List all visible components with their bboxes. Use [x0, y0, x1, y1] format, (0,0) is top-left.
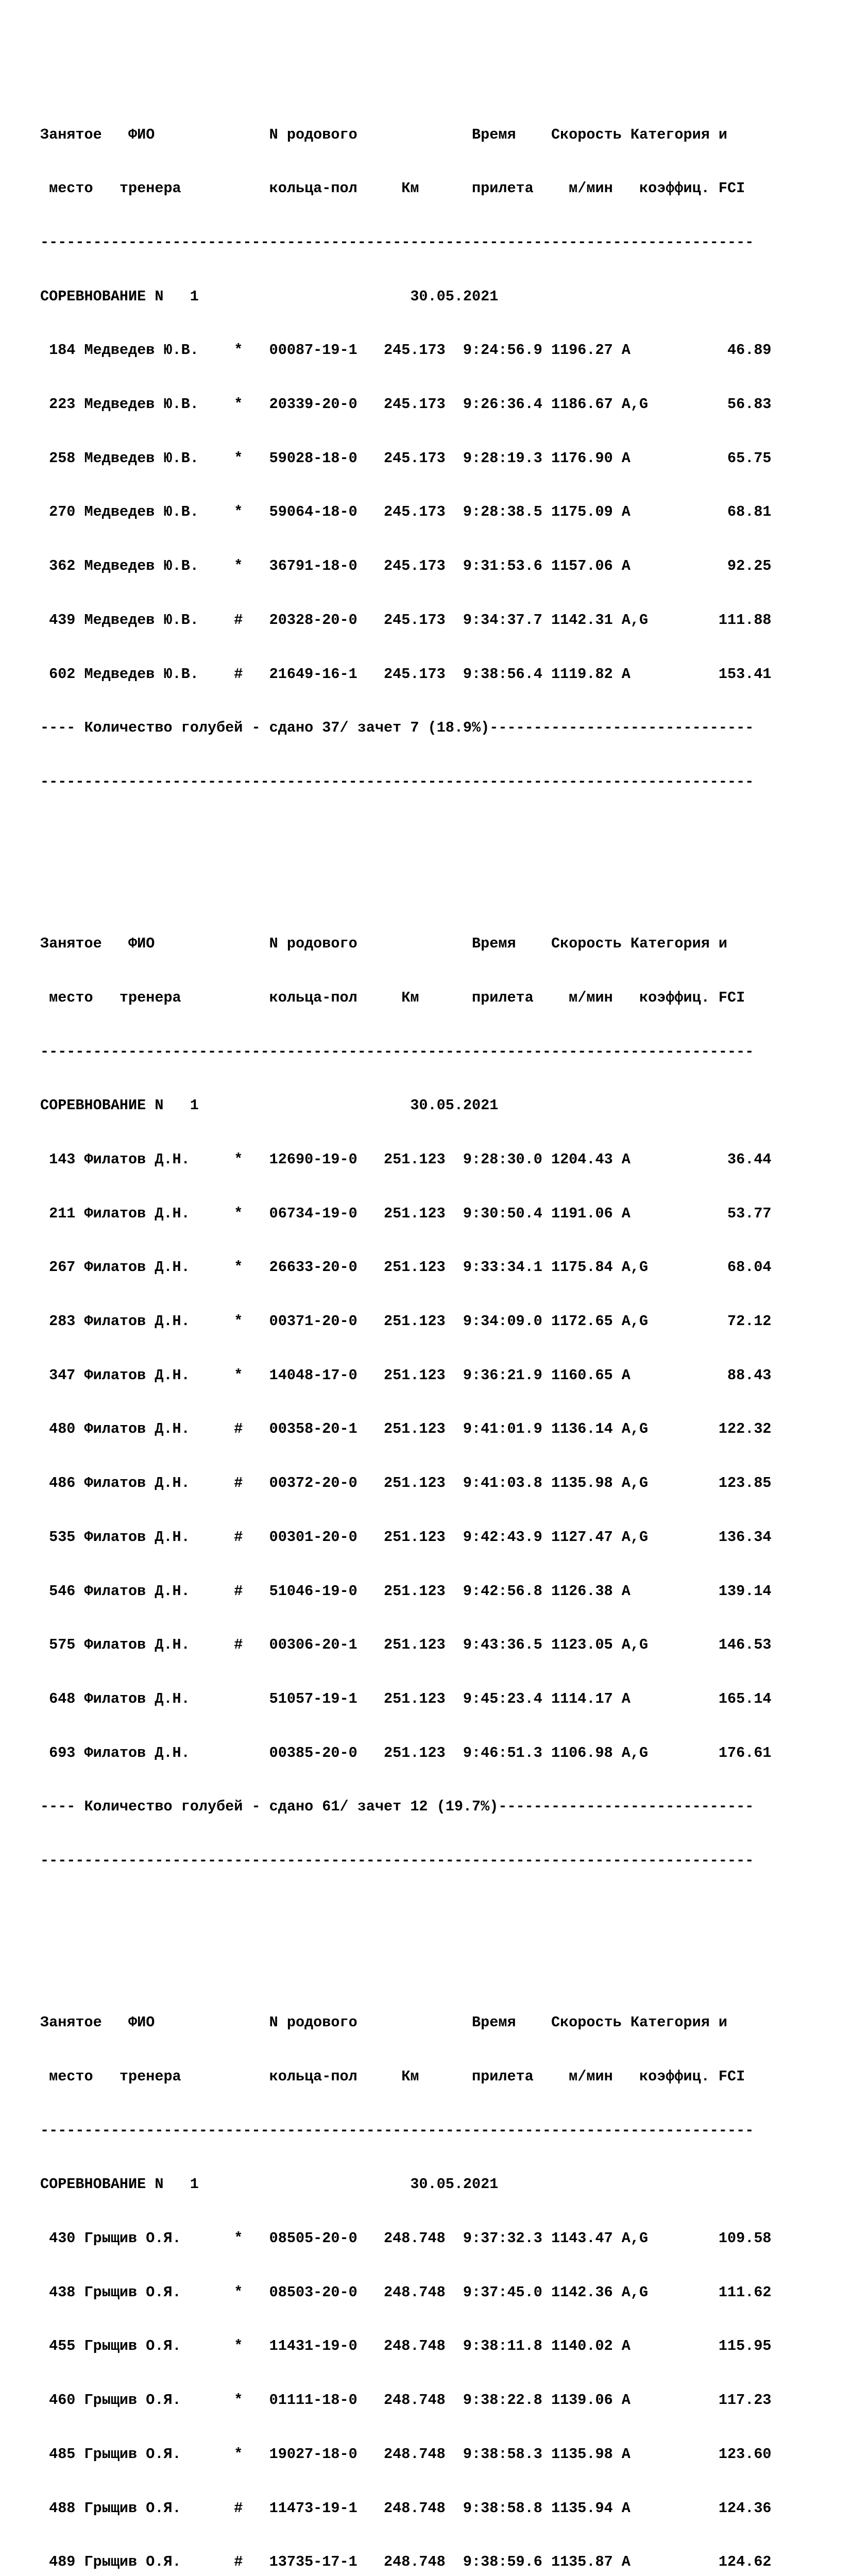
results-block: [40, 1978, 772, 2576]
result-row: 575 Филатов Д.Н. # 00306-20-1 251.123 9:43:36.5 1123.05 A,G 146.53: [40, 1636, 772, 1654]
separator-line: ---------------------------------------------------------------------------------: [40, 233, 754, 251]
result-row: 184 Медведев Ю.В. * 00087-19-1 245.173 9:24:56.9 1196.27 A 46.89: [40, 342, 772, 359]
result-row: 486 Филатов Д.Н. # 00372-20-0 251.123 9:41:03.8 1135.98 A,G 123.85: [40, 1475, 772, 1492]
result-row: 270 Медведев Ю.В. * 59064-18-0 245.173 9:28:38.5 1175.09 A 68.81: [40, 503, 772, 521]
column-header-line-2: место тренера кольца-пол Км прилета м/мин коэффиц. FCI: [40, 180, 745, 197]
result-row: 267 Филатов Д.Н. * 26633-20-0 251.123 9:33:34.1 1175.84 A,G 68.04: [40, 1259, 772, 1276]
separator-line: ---------------------------------------------------------------------------------: [40, 773, 754, 790]
column-header-line-1: Занятое ФИО N родового Время Скорость Категория и: [40, 2014, 728, 2031]
column-header-line-1: Занятое ФИО N родового Время Скорость Категория и: [40, 935, 728, 953]
result-row: 455 Грыщив О.Я. * 11431-19-0 248.748 9:38:11.8 1140.02 A 115.95: [40, 2337, 772, 2355]
column-header-line-2: место тренера кольца-пол Км прилета м/мин коэффиц. FCI: [40, 2067, 745, 2085]
section-title: СОРЕВНОВАНИЕ N 1 30.05.2021: [40, 1097, 499, 1114]
result-row: 211 Филатов Д.Н. * 06734-19-0 251.123 9:30:50.4 1191.06 A 53.77: [40, 1205, 772, 1222]
result-row: 143 Филатов Д.Н. * 12690-19-0 251.123 9:28:30.0 1204.43 A 36.44: [40, 1150, 772, 1168]
result-row: 480 Филатов Д.Н. # 00358-20-1 251.123 9:41:01.9 1136.14 A,G 122.32: [40, 1420, 772, 1438]
result-row: 362 Медведев Ю.В. * 36791-18-0 245.173 9:31:53.6 1157.06 A 92.25: [40, 557, 772, 575]
separator-line: ---------------------------------------------------------------------------------: [40, 2122, 754, 2139]
result-row: 283 Филатов Д.Н. * 00371-20-0 251.123 9:34:09.0 1172.65 A,G 72.12: [40, 1313, 772, 1330]
report-document: [40, 36, 772, 2576]
summary-line: ---- Количество голубей - сдано 61/ зачет 12 (19.7%)-----------------------------: [40, 1798, 754, 1816]
column-header-line-2: место тренера кольца-пол Км прилета м/мин коэффиц. FCI: [40, 989, 745, 1006]
result-row: 648 Филатов Д.Н. 51057-19-1 251.123 9:45:23.4 1114.17 A 165.14: [40, 1690, 772, 1707]
result-row: 489 Грыщив О.Я. # 13735-17-1 248.748 9:38:59.6 1135.87 A 124.62: [40, 2553, 772, 2571]
result-row: 602 Медведев Ю.В. # 21649-16-1 245.173 9:38:56.4 1119.82 A 153.41: [40, 665, 772, 683]
result-row: 485 Грыщив О.Я. * 19027-18-0 248.748 9:38:58.3 1135.98 A 123.60: [40, 2445, 772, 2463]
result-row: 546 Филатов Д.Н. # 51046-19-0 251.123 9:42:56.8 1126.38 A 139.14: [40, 1582, 772, 1600]
result-row: 460 Грыщив О.Я. * 01111-18-0 248.748 9:38:22.8 1139.06 A 117.23: [40, 2392, 772, 2409]
summary-line: ---- Количество голубей - сдано 37/ зачет 7 (18.9%)------------------------------: [40, 719, 754, 737]
result-row: 347 Филатов Д.Н. * 14048-17-0 251.123 9:36:21.9 1160.65 A 88.43: [40, 1366, 772, 1384]
section-title: СОРЕВНОВАНИЕ N 1 30.05.2021: [40, 2176, 499, 2193]
separator-line: ---------------------------------------------------------------------------------: [40, 1043, 754, 1060]
results-block: [40, 90, 772, 827]
result-row: 258 Медведев Ю.В. * 59028-18-0 245.173 9:28:19.3 1176.90 A 65.75: [40, 449, 772, 467]
result-row: 693 Филатов Д.Н. 00385-20-0 251.123 9:46:51.3 1106.98 A,G 176.61: [40, 1744, 772, 1761]
result-row: 488 Грыщив О.Я. # 11473-19-1 248.748 9:38:58.8 1135.94 A 124.36: [40, 2499, 772, 2517]
column-header-line-1: Занятое ФИО N родового Время Скорость Категория и: [40, 126, 728, 143]
section-title: СОРЕВНОВАНИЕ N 1 30.05.2021: [40, 287, 499, 305]
separator-line: ---------------------------------------------------------------------------------: [40, 1852, 754, 1870]
results-block: [40, 899, 772, 1906]
result-row: 438 Грыщив О.Я. * 08503-20-0 248.748 9:37:45.0 1142.36 A,G 111.62: [40, 2283, 772, 2301]
result-row: 535 Филатов Д.Н. # 00301-20-0 251.123 9:42:43.9 1127.47 A,G 136.34: [40, 1528, 772, 1546]
result-row: 439 Медведев Ю.В. # 20328-20-0 245.173 9:34:37.7 1142.31 A,G 111.88: [40, 611, 772, 629]
result-row: 223 Медведев Ю.В. * 20339-20-0 245.173 9:26:36.4 1186.67 A,G 56.83: [40, 396, 772, 413]
result-row: 430 Грыщив О.Я. * 08505-20-0 248.748 9:37:32.3 1143.47 A,G 109.58: [40, 2230, 772, 2247]
